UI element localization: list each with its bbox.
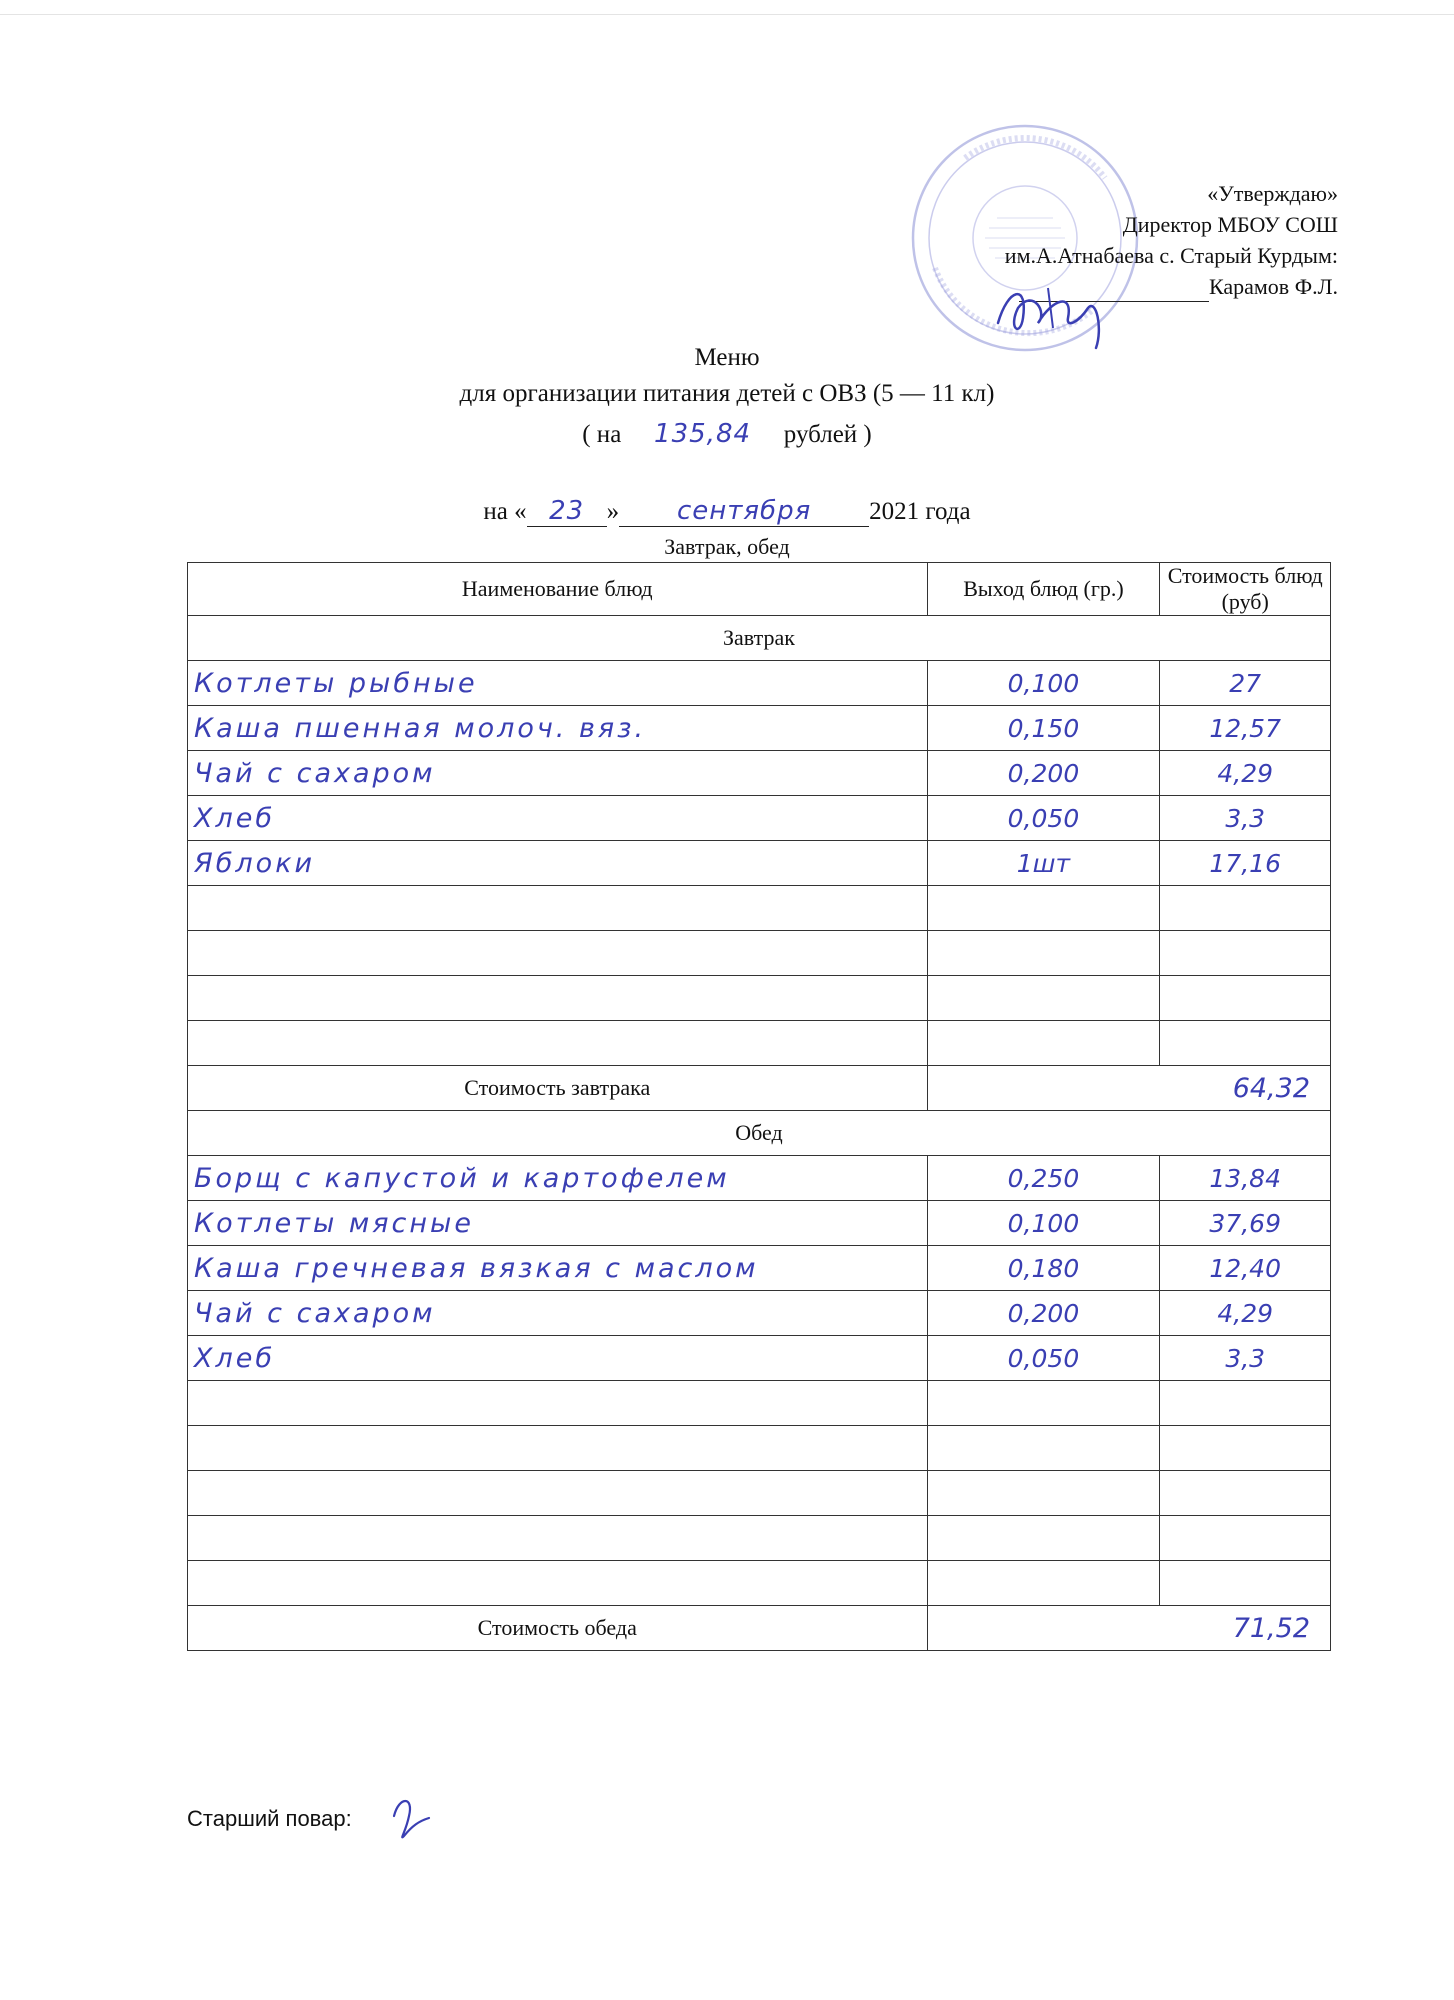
dish-name: Яблоки [188,841,928,886]
budget-suffix: рублей ) [783,421,872,448]
empty-row [188,1516,1331,1561]
table-row [188,1201,1331,1246]
dish-cost: 13,84 [1160,1156,1331,1201]
page-subtitle: для организации питания детей с ОВЗ (5 — 11 кл) [459,380,995,407]
date-day: 23 [527,496,607,527]
dish-yield: 0,200 [927,751,1160,796]
header-dish-name: Наименование блюд [188,563,928,616]
empty-row [188,1471,1331,1516]
approval-director-name: Карамов Ф.Л. [1208,274,1338,299]
dish-name: Каша пшенная молоч. вяз. [188,706,928,751]
dish-yield: 0,200 [927,1291,1160,1336]
table-row [188,706,1331,751]
dish-name: Хлеб [188,796,928,841]
dish-cost: 12,57 [1160,706,1331,751]
dish-name: Каша гречневая вязкая с маслом [188,1246,928,1291]
dish-yield: 0,100 [927,661,1160,706]
dish-yield: 0,180 [927,1246,1160,1291]
empty-row [188,1561,1331,1606]
page-title: Меню [694,344,760,371]
empty-row [188,1381,1331,1426]
empty-row [188,976,1331,1021]
dish-cost: 4,29 [1160,1291,1331,1336]
dish-yield: 0,250 [927,1156,1160,1201]
dish-yield: 0,100 [927,1201,1160,1246]
dish-name: Чай с сахаром [188,1291,928,1336]
scan-edge-line [0,14,1454,15]
meal-subtitle: Завтрак, обед [664,534,790,559]
dish-name: Котлеты мясные [188,1201,928,1246]
dish-cost: 4,29 [1160,751,1331,796]
menu-date [0,496,1454,527]
approval-block [1005,178,1338,302]
dish-cost: 37,69 [1160,1201,1331,1246]
lunch-section-row [188,1111,1331,1156]
breakfast-total-label: Стоимость завтрака [188,1066,928,1111]
empty-row [188,886,1331,931]
date-mid: » [606,498,620,525]
dish-cost: 3,3 [1160,796,1331,841]
table-row [188,751,1331,796]
header-yield: Выход блюд (гр.) [927,563,1160,616]
approval-school: им.А.Атнабаева с. Старый Курдым: [1004,243,1338,268]
dish-yield: 0,050 [927,796,1160,841]
dish-name: Борщ с капустой и картофелем [188,1156,928,1201]
table-row [188,1246,1331,1291]
approval-heading: «Утверждаю» [1207,181,1338,206]
cook-signature [384,1786,444,1846]
table-row [188,661,1331,706]
approval-signature-line [1005,271,1338,302]
table-row [188,1291,1331,1336]
dish-name: Хлеб [188,1336,928,1381]
table-header-row [188,563,1331,616]
breakfast-total-row [188,1066,1331,1111]
dish-cost: 12,40 [1160,1246,1331,1291]
empty-row [188,931,1331,976]
table-row [188,1336,1331,1381]
lunch-total-value: 71,52 [927,1606,1330,1651]
lunch-total-label: Стоимость обеда [188,1606,928,1651]
signature-underline [1019,277,1209,302]
menu-table [187,562,1331,1651]
lunch-total-row [188,1606,1331,1651]
dish-cost: 27 [1160,661,1331,706]
breakfast-section-row [188,616,1331,661]
lunch-section-label: Обед [188,1111,1331,1156]
dish-yield: 0,050 [927,1336,1160,1381]
dish-cost: 3,3 [1160,1336,1331,1381]
budget-amount: 135,84 [654,419,752,449]
empty-row [188,1426,1331,1471]
empty-row [188,1021,1331,1066]
budget-line [0,418,1454,451]
dish-name: Котлеты рыбные [188,661,928,706]
dish-yield: 1шт [927,841,1160,886]
date-suffix: 2021 года [869,498,971,525]
header-cost: Стоимость блюд (руб) [1160,563,1331,616]
breakfast-total-value: 64,32 [927,1066,1330,1111]
dish-name: Чай с сахаром [188,751,928,796]
table-row [188,1156,1331,1201]
head-cook-label: Старший повар: [187,1806,352,1831]
table-row [188,796,1331,841]
date-prefix: на « [483,498,527,525]
dish-cost: 17,16 [1160,841,1331,886]
approval-position: Директор МБОУ СОШ [1122,212,1338,237]
table-row [188,841,1331,886]
date-month: сентября [619,496,869,527]
dish-yield: 0,150 [927,706,1160,751]
breakfast-section-label: Завтрак [188,616,1331,661]
budget-prefix: ( на [582,421,622,448]
